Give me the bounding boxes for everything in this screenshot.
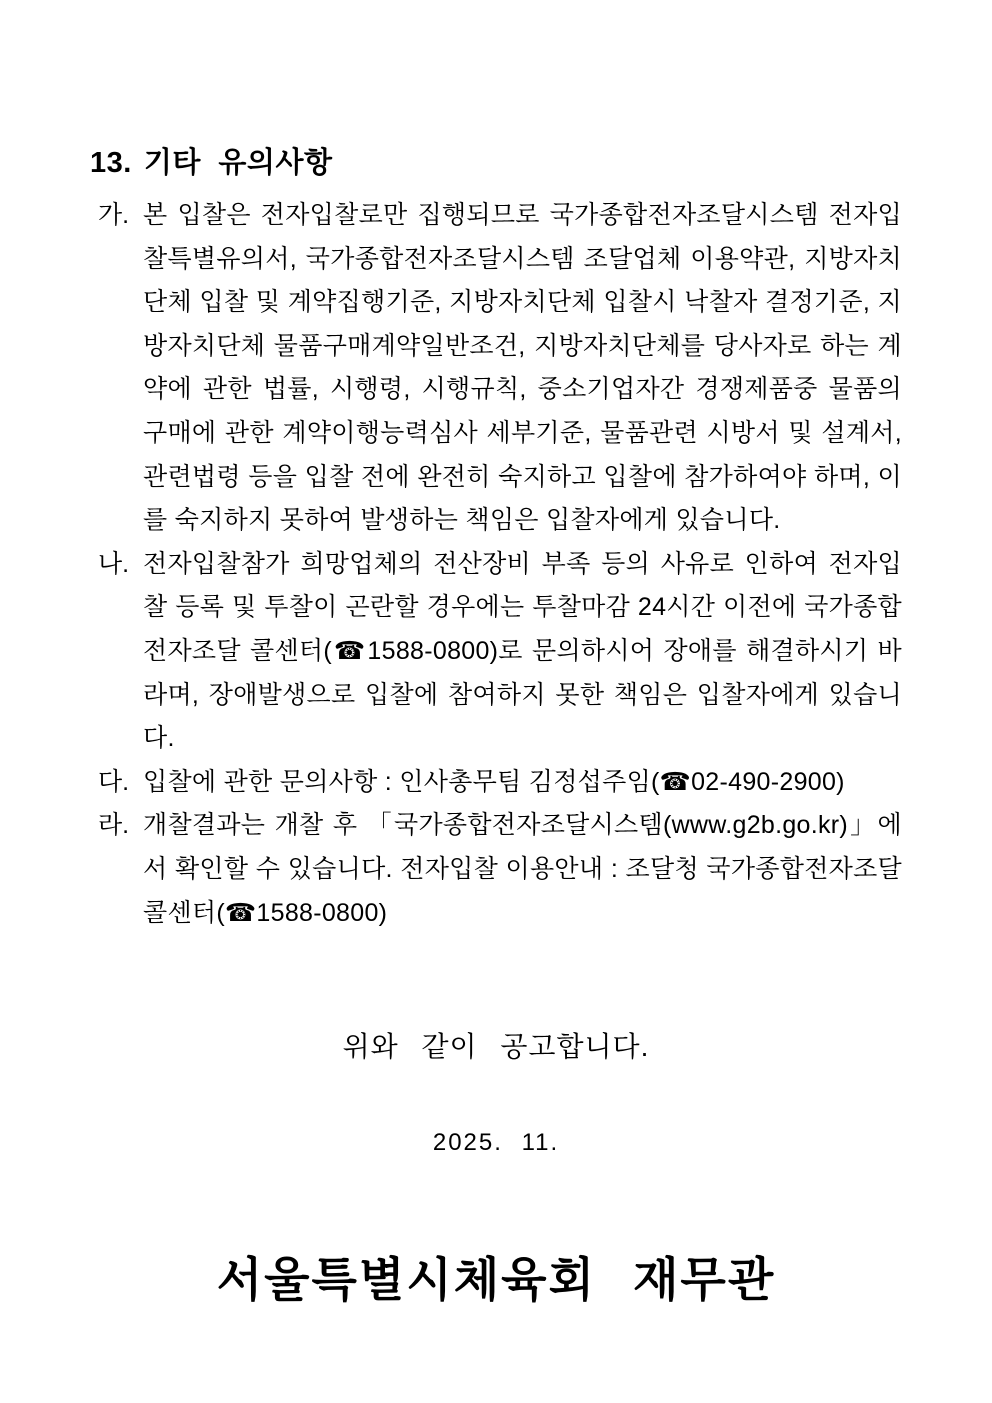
list-item-ga <box>98 194 902 543</box>
item-marker: 나. <box>98 549 130 578</box>
item-text: 개찰결과는 개찰 후 「국가종합전자조달시스템(www.g2b.go.kr)」에서 확인할 수 있습니다. 전자입찰 이용안내 : 조달청 국가종합전자조달 콜센터(☎1588-0800) <box>143 811 902 927</box>
announcement-date: 2025. 11. <box>432 1129 560 1157</box>
item-marker: 가. <box>98 201 130 229</box>
section-title: 기타 유의사항 <box>143 147 333 179</box>
list-item-ra <box>98 804 902 935</box>
item-text: 본 입찰은 전자입찰로만 집행되므로 국가종합전자조달시스템 전자입찰특별유의서, 국가종합전자조달시스템 조달업체 이용약관, 지방자치단체 입찰 및 계약집행기준, 지방자치단체 입찰시 낙찰자 결정기준, 지방자치단체 물품구매계약일반조건, 지방자치단체를 당사자로 하는 계약에 관한 법률, 시행령, 시행규칙, 중소기업자간 경쟁제품중 물품의 구매에 관한 계약이행능력심사 세부기준, 물품관련 시방서 및 설계서, 관련법령 등을 입찰 전에 완전히 숙지하고 입찰에 참가하여야 하며, 이를 숙지하지 못하여 발생하는 책임은 입찰자에게 있습니다. <box>143 201 902 535</box>
item-marker: 라. <box>98 811 130 840</box>
item-text: 입찰에 관한 문의사항 : 인사총무팀 김정섭주임(☎02-490-2900) <box>143 767 845 796</box>
section-number: 13. <box>90 147 132 179</box>
notice-item-list <box>90 194 902 935</box>
list-item-da <box>98 761 902 805</box>
item-text: 전자입찰참가 희망업체의 전산장비 부족 등의 사유로 인하여 전자입찰 등록 및 투찰이 곤란할 경우에는 투찰마감 24시간 이전에 국가종합전자조달 콜센터(☎1588-0800)로 문의하시어 장애를 해결하시기 바라며, 장애발생으로 입찰에 참여하지 못한 책임은 입찰자에게 있습니다. <box>143 549 902 753</box>
closing-statement: 위와 같이 공고합니다. <box>342 1031 650 1063</box>
signing-authority: 서울특별시체육회 재무관 <box>216 1253 776 1307</box>
section-heading <box>90 140 902 181</box>
item-marker: 다. <box>98 767 130 796</box>
list-item-na <box>98 543 902 761</box>
